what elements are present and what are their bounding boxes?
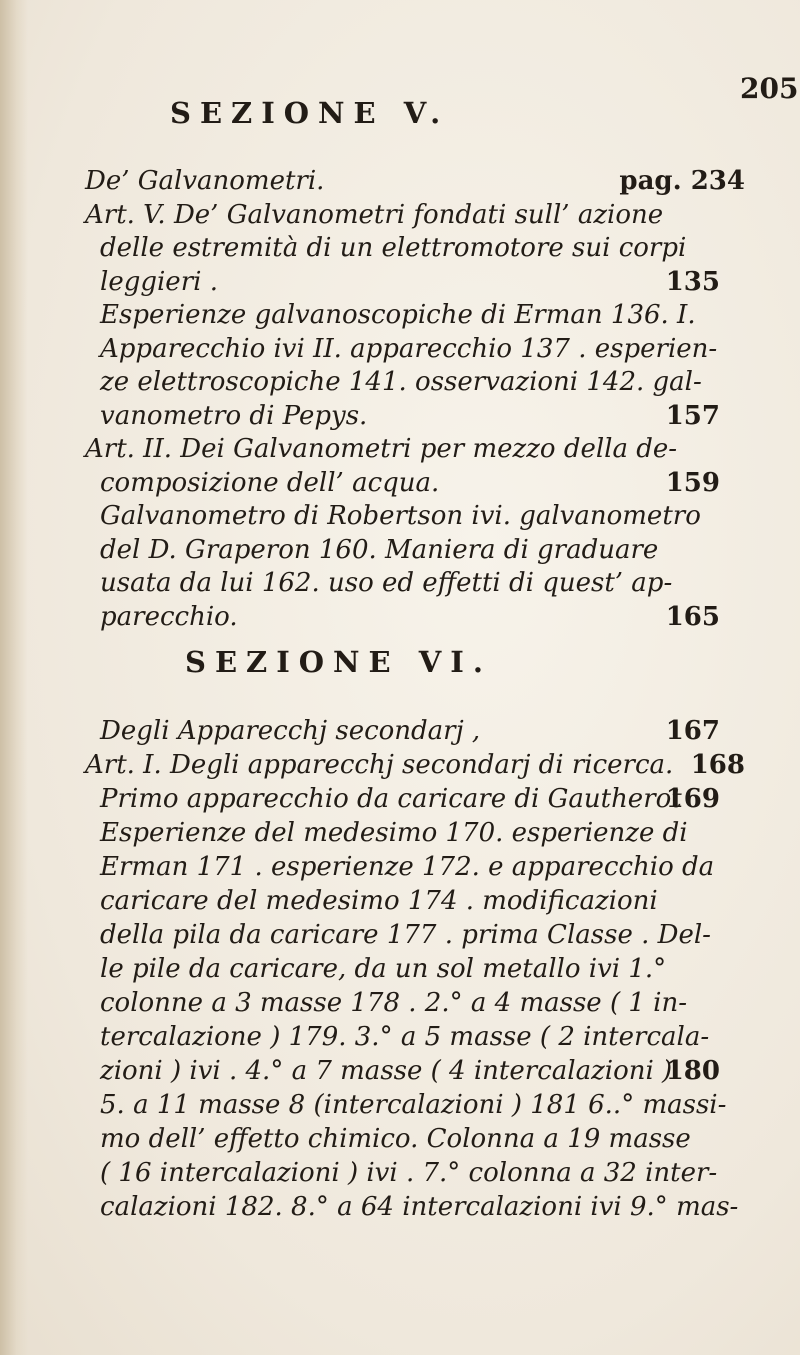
entry-page-number: 168 (690, 750, 745, 780)
index-entry (100, 498, 720, 534)
entry-text: usata da lui 162. uso ed effetti di quest’ ap- (100, 568, 673, 598)
entry-text: Degli Apparecchj secondarj , (100, 716, 481, 746)
index-entry (100, 849, 720, 885)
index-entry (100, 815, 720, 851)
entry-page-number: 180 (665, 1056, 720, 1086)
entry-text: Esperienze galvanoscopiche di Erman 136. I. (100, 300, 696, 330)
index-entry (100, 230, 720, 266)
entry-text: della pila da caricare 177 . prima Classe . Del- (100, 920, 711, 950)
index-entry (100, 398, 720, 434)
entry-text: leggieri . (100, 266, 218, 297)
entry-page-number: 165 (665, 601, 720, 632)
entry-text: parecchio. (100, 601, 238, 632)
index-entry (100, 599, 720, 635)
index-entry (100, 297, 720, 333)
index-entry (100, 1053, 720, 1089)
entry-text: calazioni 182. 8.° a 64 intercalazioni ivi 9.° mas- (100, 1192, 739, 1222)
index-entry (100, 713, 720, 749)
entry-page-number: 167 (665, 716, 720, 746)
page-number: 205 (740, 72, 799, 105)
entry-text: Esperienze del medesimo 170. esperienze di (100, 818, 688, 848)
entry-text: caricare del medesimo 174 . modificazioni (100, 886, 658, 916)
entry-text: ( 16 intercalazioni ) ivi . 7.° colonna a 32 inter- (100, 1158, 718, 1188)
entry-text: zioni ) ivi . 4.° a 7 masse ( 4 intercalazioni ) (100, 1056, 673, 1086)
index-entry (100, 781, 720, 817)
entry-page-number: pag. 234 (619, 166, 745, 196)
index-entry (100, 1189, 739, 1225)
section-v-title: SEZIONE V. (170, 96, 450, 130)
index-entry (85, 747, 745, 783)
index-entry (100, 364, 720, 400)
entry-text: Primo apparecchio da caricare di Gautherot (100, 784, 682, 814)
entry-text: Galvanometro di Robertson ivi. galvanometro (100, 501, 701, 531)
index-entry (100, 985, 720, 1021)
entry-text: del D. Graperon 160. Maniera di graduare (100, 534, 659, 565)
entry-text: Art. II. Dei Galvanometri per mezzo della de- (85, 434, 678, 464)
index-entry (100, 331, 720, 367)
index-entry (100, 917, 720, 953)
index-entry (85, 431, 745, 467)
index-entry (100, 465, 720, 501)
entry-text: 5. a 11 masse 8 (intercalazioni ) 181 6..° massi- (100, 1090, 727, 1120)
entry-page-number: 169 (665, 784, 720, 814)
section-vi-title: SEZIONE VI. (185, 645, 492, 679)
index-entry (100, 1121, 720, 1157)
entry-text: Art. I. Degli apparecchj secondarj di ricerca. (85, 750, 674, 780)
entry-page-number: 135 (665, 266, 720, 297)
index-entry (100, 1155, 720, 1191)
entry-text: Apparecchio ivi II. apparecchio 137 . esperien- (100, 333, 718, 364)
entry-text: vanometro di Pepys. (100, 400, 368, 431)
entry-text: De’ Galvanometri. (85, 166, 325, 196)
index-entry (100, 565, 720, 601)
entry-text: ze elettroscopiche 141. osservazioni 142. gal- (100, 367, 702, 397)
entry-text: Art. V. De’ Galvanometri fondati sull’ azione (85, 199, 664, 230)
entry-text: Erman 171 . esperienze 172. e apparecchio da (100, 852, 715, 882)
index-entry (100, 951, 720, 987)
index-entry (100, 1087, 727, 1123)
entry-page-number: 159 (665, 467, 720, 498)
index-entry (100, 883, 720, 919)
entry-page-number: 157 (665, 400, 720, 431)
binding-shadow (0, 0, 28, 1355)
index-entry (85, 197, 745, 233)
entry-text: le pile da caricare, da un sol metallo ivi 1.° (100, 954, 667, 984)
entry-text: tercalazione ) 179. 3.° a 5 masse ( 2 intercala- (100, 1022, 710, 1052)
entry-text: composizione dell’ acqua. (100, 467, 440, 498)
entry-text: delle estremità di un elettromotore sui corpi (100, 233, 687, 263)
index-entry (100, 532, 720, 568)
index-entry (85, 163, 745, 199)
index-entry (100, 264, 720, 300)
index-entry (100, 1019, 720, 1055)
entry-text: mo dell’ effetto chimico. Colonna a 19 masse (100, 1124, 691, 1154)
entry-text: colonne a 3 masse 178 . 2.° a 4 masse ( 1 in- (100, 988, 688, 1018)
